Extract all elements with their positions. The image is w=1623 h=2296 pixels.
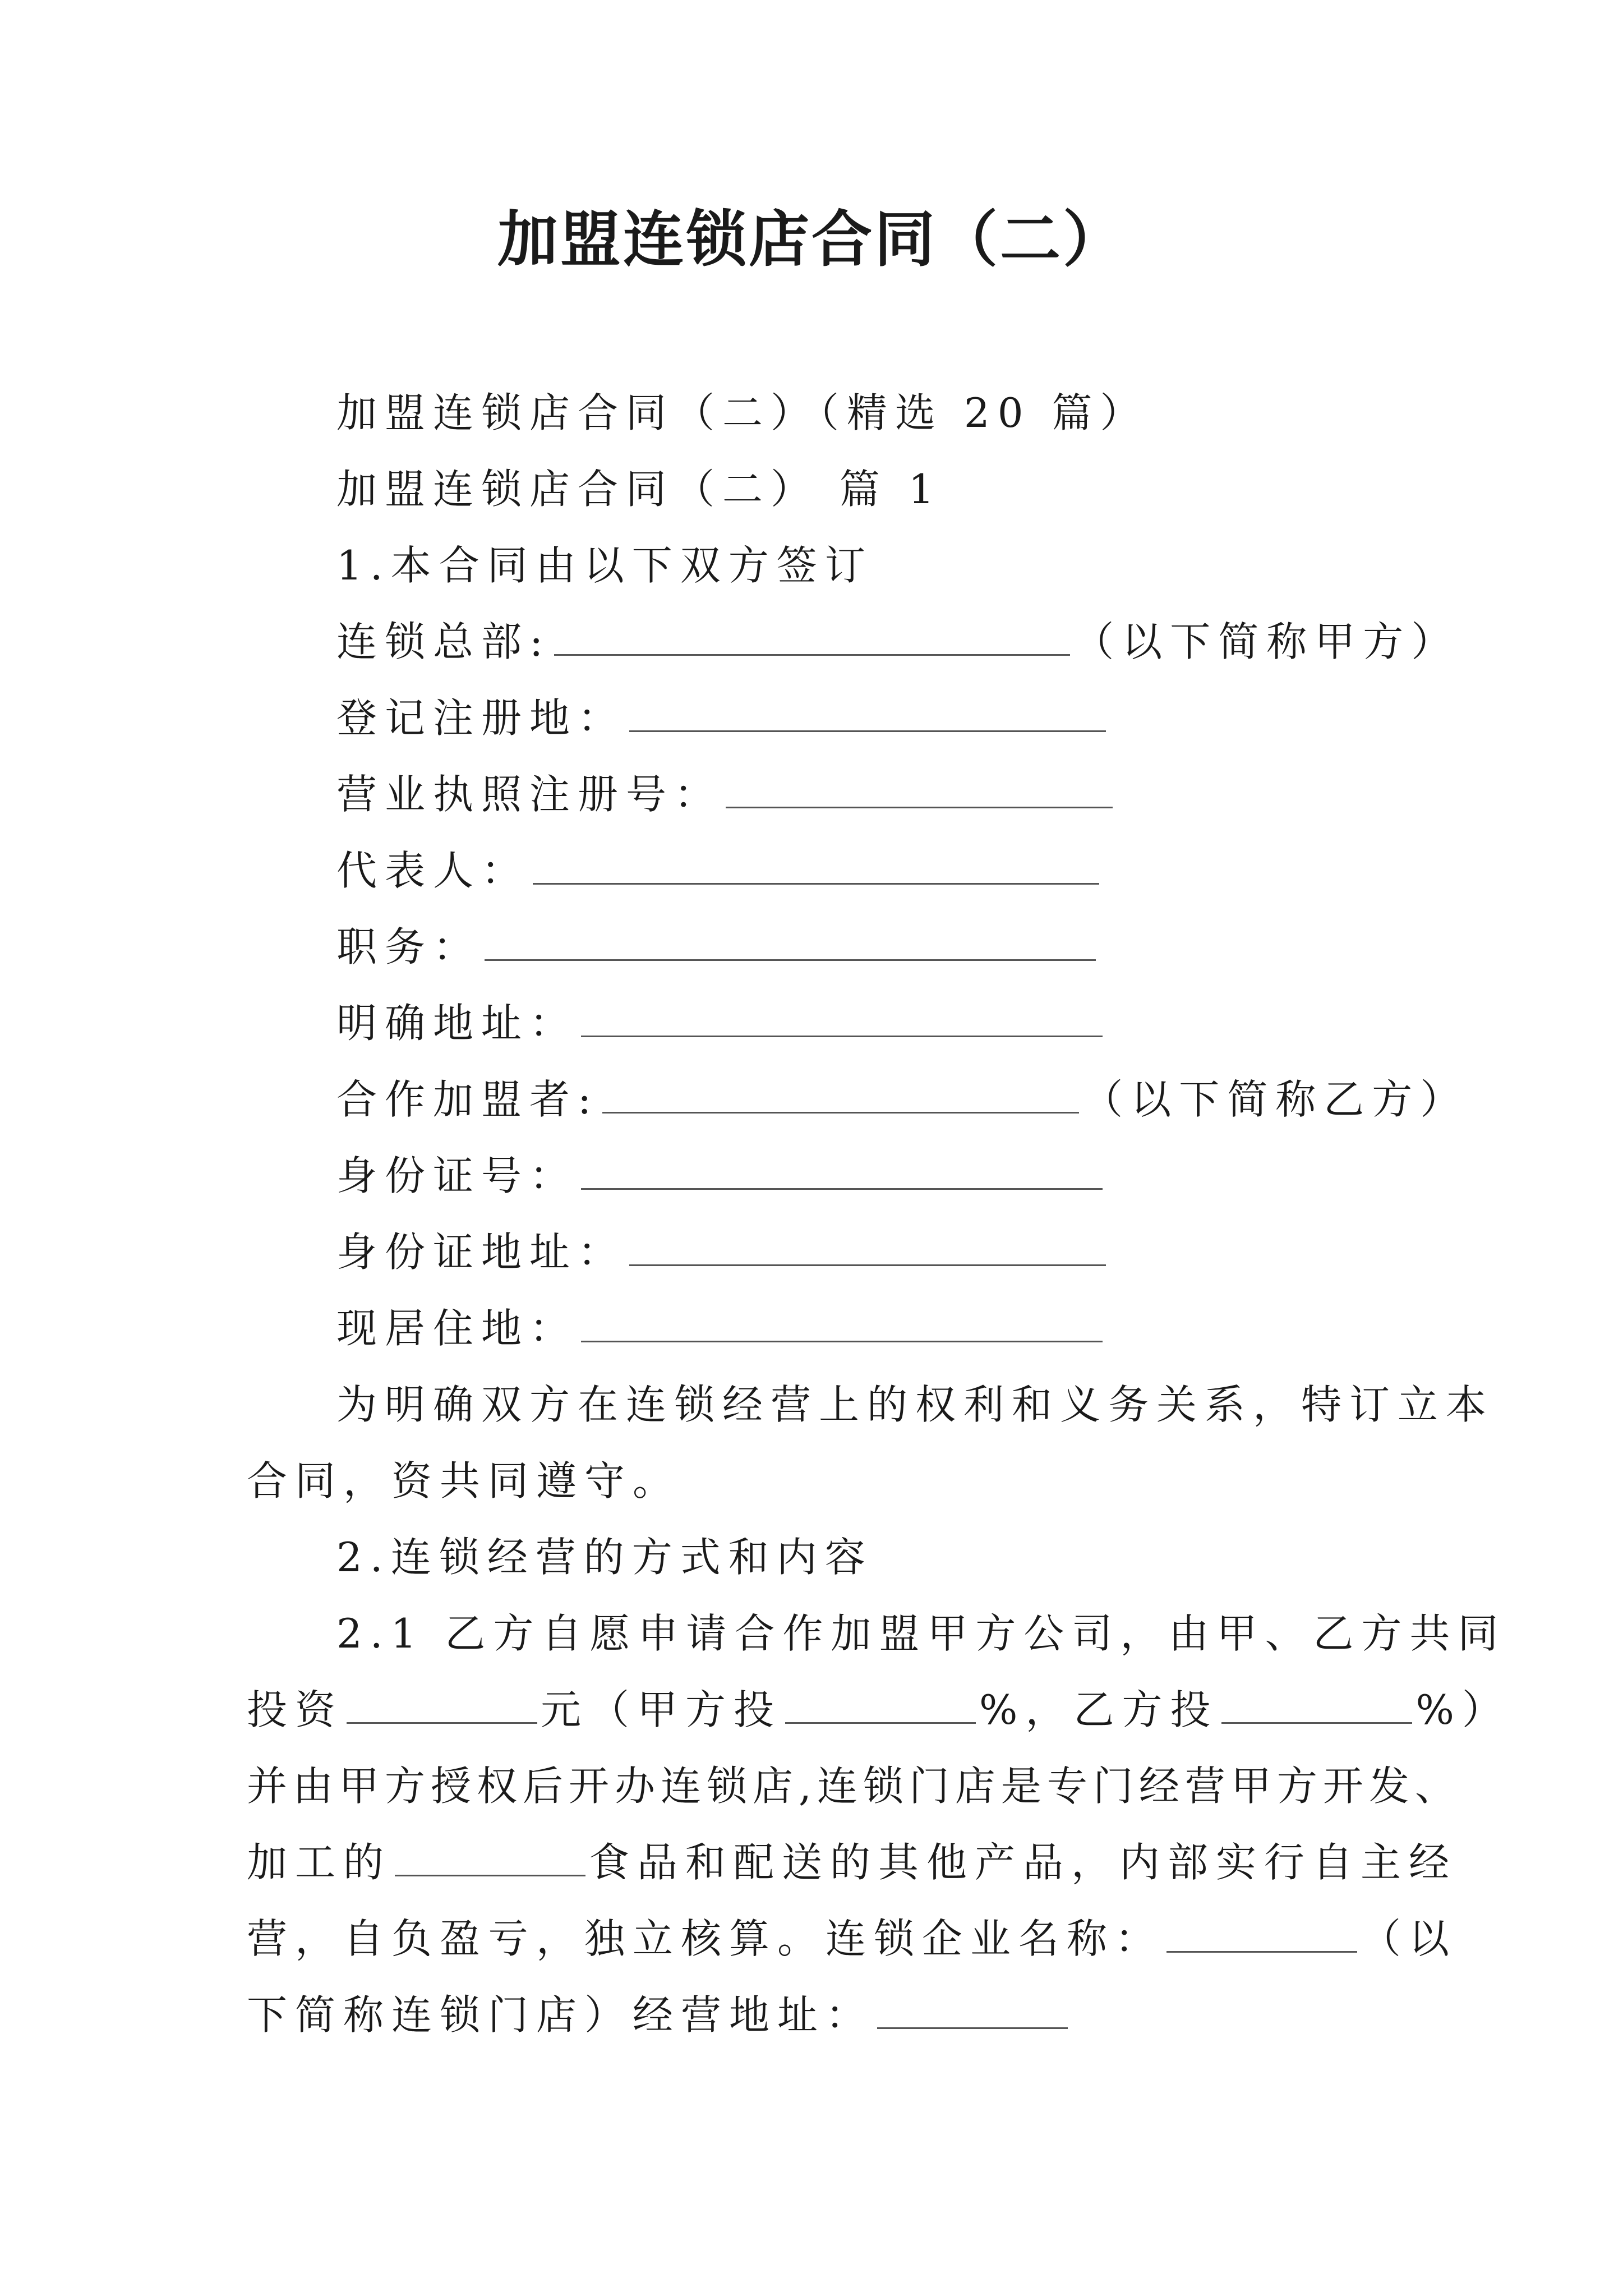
- store-address-blank: [877, 2022, 1068, 2029]
- field-reg-place: [336, 694, 1109, 742]
- section-heading: 加盟连锁店合同（二） 篇 1: [336, 466, 942, 513]
- field-id-label: 身份证号：: [336, 1152, 578, 1199]
- field-address-blank: [581, 1030, 1103, 1037]
- field-position: [336, 923, 1099, 970]
- purpose-line-2: 合同，资共同遵守。: [247, 1457, 681, 1504]
- field-franchisee-blank: [602, 1106, 1079, 1114]
- field-license: [336, 771, 1116, 818]
- clause-2-1-line-4: [247, 1839, 1458, 1886]
- field-rep: [336, 847, 1103, 894]
- clause-2-1-line-2: [247, 1686, 1510, 1733]
- document-title: 加盟连锁店合同（二）: [497, 205, 1126, 275]
- field-id-address-label: 身份证地址：: [336, 1228, 626, 1276]
- field-residence: [336, 1305, 1106, 1352]
- field-id-blank: [581, 1182, 1103, 1190]
- purpose-line-1: 为明确双方在连锁经营上的权利和义务关系，特订立本: [336, 1381, 1495, 1428]
- store-address-label: 下简称连锁门店）经营地址：: [247, 1991, 874, 2039]
- invest-b-label: %，乙方投: [979, 1686, 1219, 1733]
- invest-b-blank: [1221, 1717, 1412, 1724]
- invest-close: %）: [1415, 1686, 1510, 1733]
- field-franchisee-suffix: （以下简称乙方）: [1082, 1076, 1469, 1123]
- product-blank: [395, 1869, 585, 1876]
- field-address-label: 明确地址：: [336, 1000, 578, 1047]
- field-franchisee: [336, 1076, 1469, 1123]
- invest-label: 投资: [247, 1686, 344, 1733]
- invest-a-blank: [785, 1717, 976, 1724]
- clause-2-1-line-6: [247, 1991, 1071, 2039]
- field-id-address: [336, 1228, 1109, 1276]
- clause-2: 2.连锁经营的方式和内容: [336, 1534, 873, 1581]
- field-residence-label: 现居住地：: [336, 1305, 578, 1352]
- field-reg-place-label: 登记注册地：: [336, 694, 626, 742]
- enterprise-name-label: 营，自负盈亏，独立核算。连锁企业名称：: [247, 1915, 1164, 1962]
- field-franchisee-label: 合作加盟者:: [336, 1076, 600, 1123]
- product-label: 加工的: [247, 1839, 392, 1886]
- clause-1: 1.本合同由以下双方签订: [336, 542, 873, 589]
- field-address: [336, 1000, 1106, 1047]
- enterprise-name-suffix: （以: [1361, 1915, 1458, 1962]
- invest-total-blank: [347, 1717, 537, 1724]
- field-id: [336, 1152, 1106, 1199]
- clause-2-1-line-3: 并由甲方授权后开办连锁店,连锁门店是专门经营甲方开发、: [247, 1763, 1461, 1810]
- field-residence-blank: [581, 1335, 1103, 1342]
- field-hq-suffix: （以下简称甲方）: [1073, 618, 1460, 665]
- field-position-label: 职务：: [336, 923, 482, 970]
- invest-a-label: 元（甲方投: [541, 1686, 782, 1733]
- field-license-blank: [726, 801, 1113, 808]
- field-position-blank: [485, 954, 1096, 961]
- field-reg-place-blank: [629, 725, 1106, 732]
- clause-2-1-line-5: [247, 1915, 1458, 1962]
- field-id-address-blank: [629, 1259, 1106, 1266]
- enterprise-name-blank: [1166, 1945, 1357, 1953]
- field-hq-blank: [554, 648, 1070, 656]
- product-text: 食品和配送的其他产品，内部实行自主经: [589, 1839, 1458, 1886]
- field-rep-label: 代表人：: [336, 847, 530, 894]
- field-rep-blank: [533, 877, 1099, 885]
- clause-2-1-line-1: 2.1 乙方自愿申请合作加盟甲方公司，由甲、乙方共同: [336, 1610, 1506, 1657]
- document-subtitle: 加盟连锁店合同（二）（精选 20 篇）: [336, 389, 1149, 436]
- field-license-label: 营业执照注册号：: [336, 771, 723, 818]
- field-hq: [336, 618, 1460, 665]
- field-hq-label: 连锁总部:: [336, 618, 551, 665]
